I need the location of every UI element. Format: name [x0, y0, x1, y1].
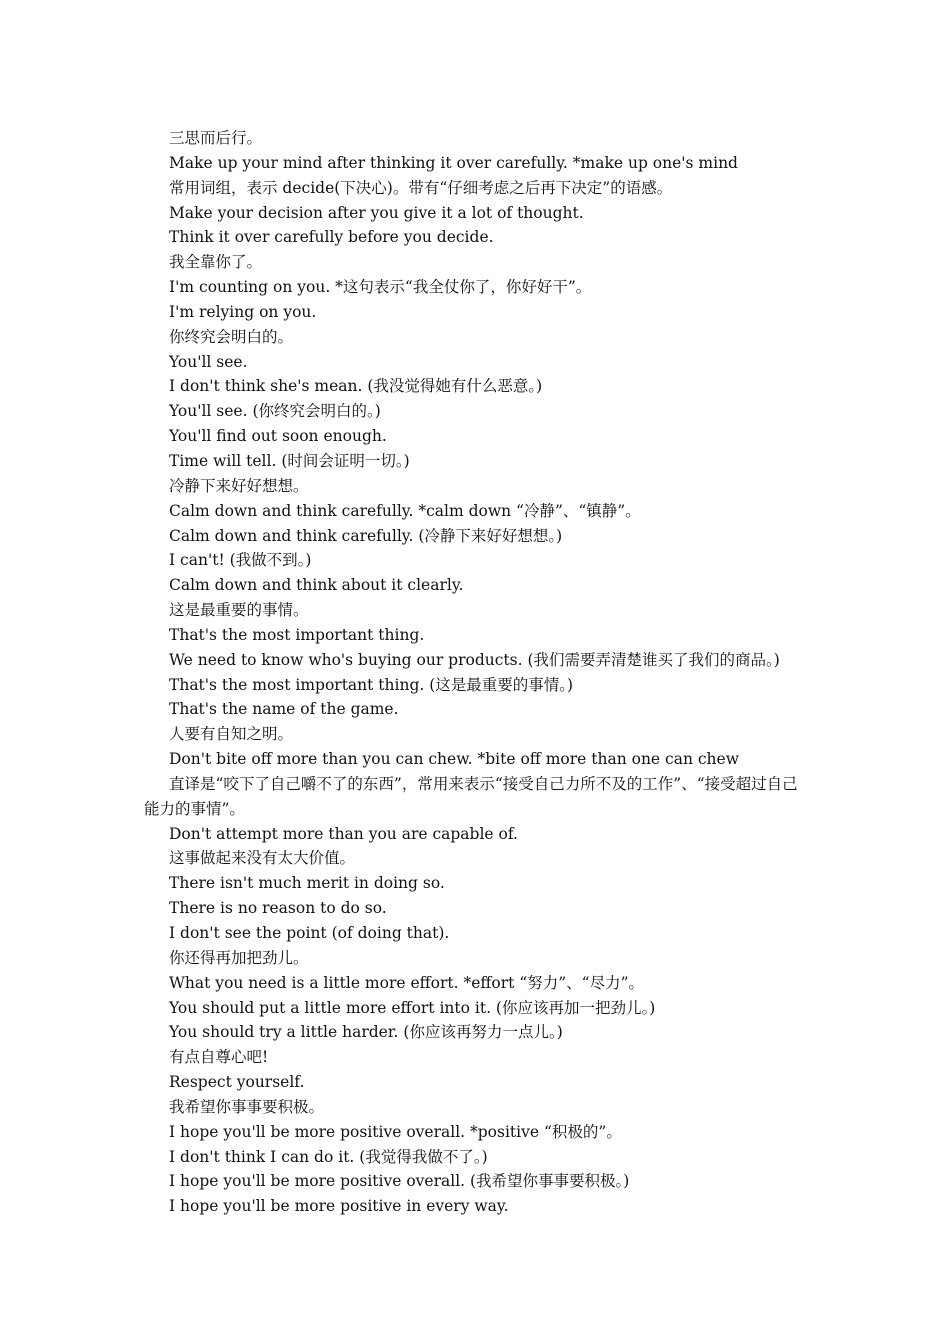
text-line: Time will tell. (时间会证明一切。)	[169, 451, 410, 470]
text-line: 三思而后行。	[169, 129, 263, 147]
text-line: That's the most important thing.	[169, 625, 425, 644]
document-body	[144, 126, 812, 1219]
text-line: I don't think she's mean. (我没觉得她有什么恶意。)	[169, 377, 543, 396]
text-line: 常用词组，表示 decide(下决心)。带有“仔细考虑之后再下决定”的语感。	[169, 178, 673, 197]
text-line: I hope you'll be more positive overall. *positive “积极的”。	[169, 1122, 622, 1141]
text-line: There isn't much merit in doing so.	[169, 874, 445, 893]
text-line: 你终究会明白的。	[169, 327, 294, 346]
text-line: What you need is a little more effort. *effort “努力”、“尽力”。	[169, 973, 644, 992]
text-line: I can't! (我做不到。)	[169, 551, 312, 570]
text-line: Calm down and think carefully. (冷静下来好好想想。)	[169, 526, 563, 545]
text-line: You'll see. (你终究会明白的。)	[169, 402, 381, 421]
text-line: Make up your mind after thinking it over carefully. *make up one's mind	[169, 153, 738, 172]
text-line: 直译是“咬下了自己嚼不了的东西”，常用来表示“接受自己力所不及的工作”、“接受超过自己能力的事情”。	[144, 774, 798, 818]
text-line: Calm down and think about it clearly.	[169, 576, 464, 595]
text-line: That's the name of the game.	[169, 700, 399, 719]
text-line: 我希望你事事要积极。	[169, 1097, 325, 1116]
text-line: I don't see the point (of doing that).	[169, 924, 450, 942]
text-line: You'll see.	[169, 352, 248, 371]
text-line: You'll find out soon enough.	[169, 427, 387, 446]
text-line: 冷静下来好好想想。	[169, 476, 309, 495]
text-line: Don't bite off more than you can chew. *bite off more than one can chew	[169, 750, 739, 769]
text-line: 人要有自知之明。	[169, 725, 294, 744]
text-line: You should put a little more effort into it. (你应该再加一把劲儿。)	[169, 998, 656, 1017]
text-line: Think it over carefully before you decide.	[169, 228, 494, 247]
text-line: That's the most important thing. (这是最重要的事情。)	[169, 675, 574, 694]
text-line: Respect yourself.	[169, 1073, 305, 1092]
text-line: I hope you'll be more positive in every way.	[169, 1197, 509, 1216]
text-line: You should try a little harder. (你应该再努力一点儿。)	[169, 1023, 563, 1042]
text-line: I'm counting on you. *这句表示“我全仗你了，你好好干”。	[169, 278, 592, 297]
text-line: Don't attempt more than you are capable of.	[169, 824, 518, 843]
text-line: 我全靠你了。	[169, 253, 263, 272]
text-line: I hope you'll be more positive overall. (我希望你事事要积极。)	[169, 1172, 630, 1191]
text-line: I'm relying on you.	[169, 302, 317, 321]
text-line: There is no reason to do so.	[169, 899, 387, 918]
text-line: 有点自尊心吧!	[169, 1048, 269, 1067]
text-line: 这是最重要的事情。	[169, 601, 309, 620]
text-line: 这事做起来没有太大价值。	[169, 849, 356, 868]
text-line: 你还得再加把劲儿。	[169, 948, 309, 967]
text-line: I don't think I can do it. (我觉得我做不了。)	[169, 1147, 488, 1166]
text-line: We need to know who's buying our products. (我们需要弄清楚谁买了我们的商品。)	[169, 650, 780, 669]
text-line: Make your decision after you give it a lot of thought.	[169, 203, 584, 222]
text-line: Calm down and think carefully. *calm down “冷静”、“镇静”。	[169, 501, 641, 520]
